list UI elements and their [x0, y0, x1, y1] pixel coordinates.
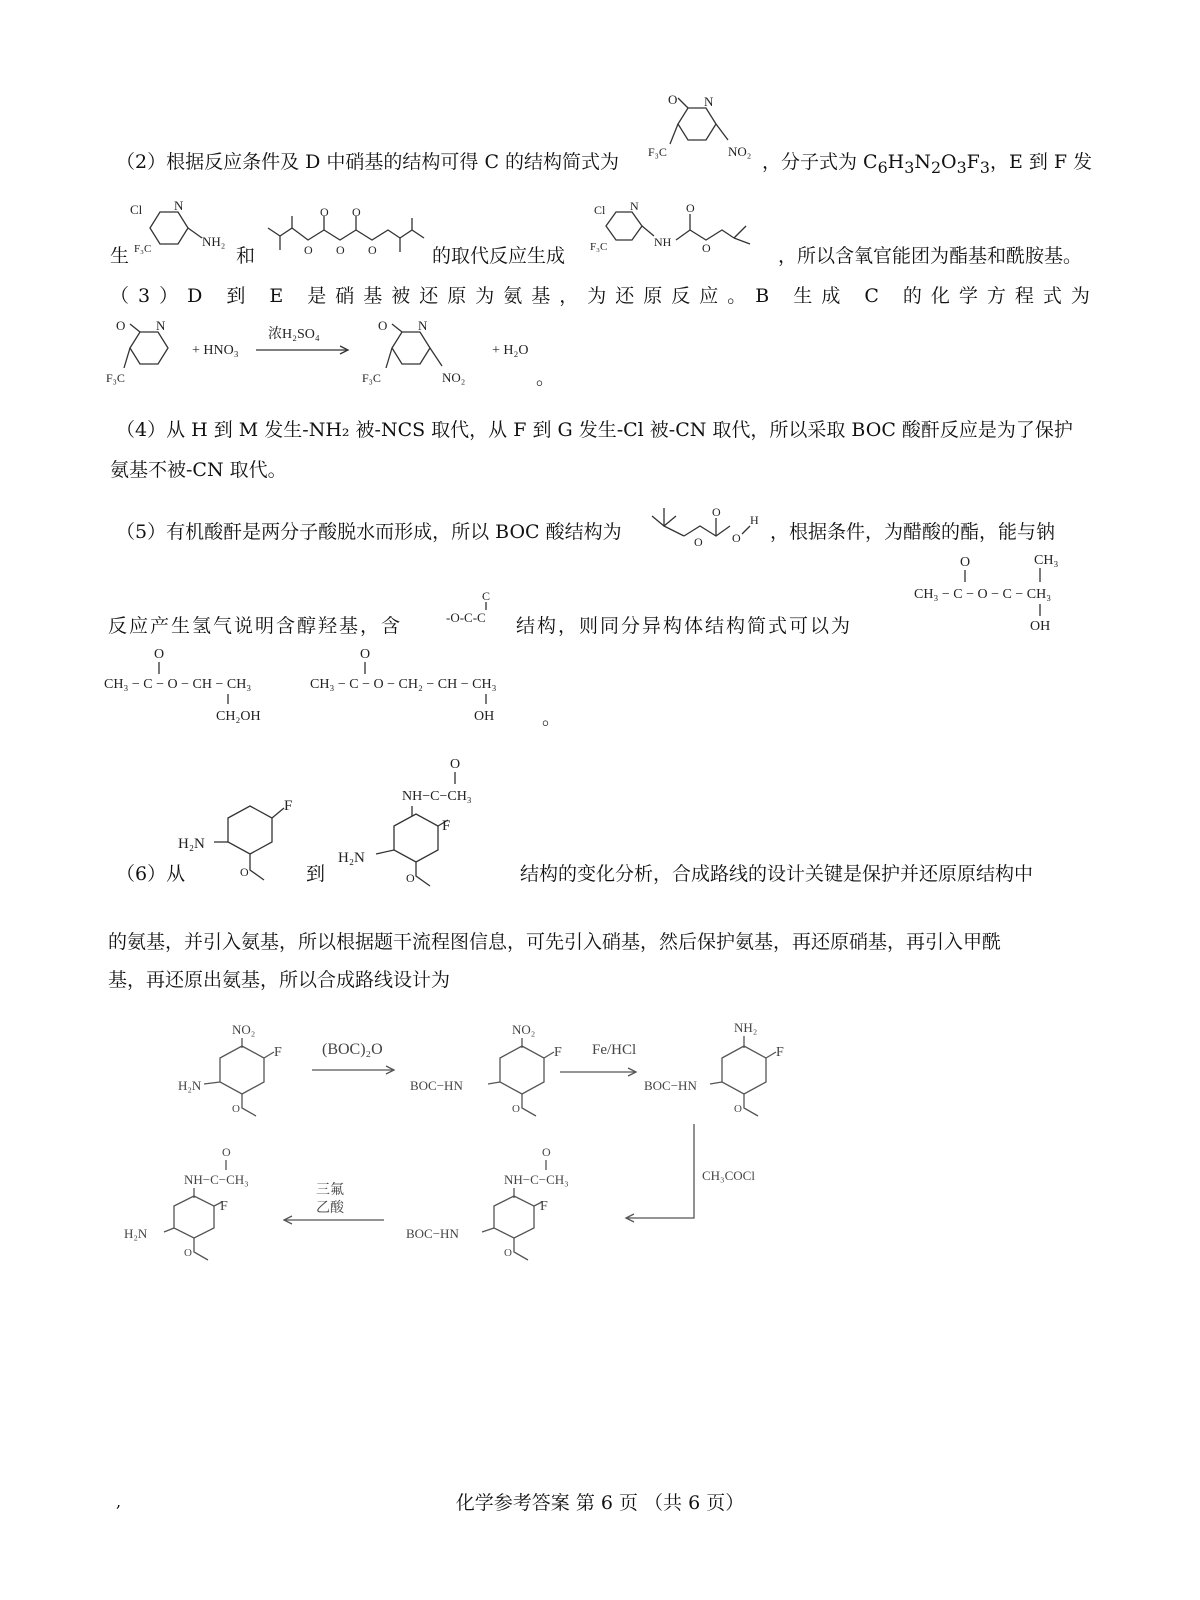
group-f3c: F₃C: [134, 243, 152, 255]
isomer-3: [310, 640, 560, 730]
atom-f: F: [540, 1199, 548, 1214]
compound-2: [410, 1022, 562, 1116]
atom-o: O: [406, 871, 415, 885]
atom-o: O: [960, 555, 971, 570]
condition-h2so4: 浓H₂SO₄: [268, 327, 320, 342]
group-h2n: H₂N: [124, 1226, 148, 1241]
group-boc-hn: BOC−HN: [644, 1078, 697, 1093]
isomer-2-chain: CH₃ − C − O − CH − CH₃: [104, 677, 252, 692]
atom-o: O: [686, 201, 695, 215]
structure-c-pyridinone: [648, 92, 768, 166]
p2-substitution: 的取代反应生成: [432, 245, 566, 267]
p5-line1-start: （5）有机酸酐是两分子酸脱水而形成，所以 BOC 酸结构为: [116, 521, 622, 543]
p2-line2-start: 生: [110, 245, 130, 267]
atom-cl: Cl: [594, 203, 606, 217]
footer-mark: ,: [116, 1492, 122, 1511]
p5-line2-end: 结构，则同分异构体结构简式可以为: [516, 615, 853, 637]
group-nh-c-ch3: NH−C−CH₃: [504, 1172, 569, 1187]
group-no2: NO₂: [442, 370, 466, 385]
p6-line3: 基，再还原出氨基，所以合成路线设计为: [108, 969, 451, 991]
atom-o: O: [320, 205, 329, 219]
reagent-hno3: + HNO₃: [192, 343, 239, 358]
reagent-tfa-line1: 三氟: [316, 1183, 344, 1198]
atom-n: N: [174, 198, 184, 213]
group-oh: OH: [1030, 619, 1051, 634]
isomer-1: [910, 546, 1100, 636]
group-f3c: F₃C: [590, 241, 608, 253]
p2-line2-end: ，所以含氧官能团为酯基和酰胺基。: [778, 245, 1083, 267]
atom-f: F: [220, 1199, 228, 1214]
reagent-boc2o: (BOC)₂O: [322, 1041, 383, 1058]
p3-end: 。: [536, 367, 556, 389]
page-footer: 化学参考答案 第 6 页 （共 6 页）: [455, 1492, 745, 1514]
atom-f: F: [776, 1045, 784, 1060]
group-h2n: H₂N: [178, 836, 205, 852]
fragment-text: -O-C-C: [446, 610, 486, 625]
atom-n: N: [704, 94, 714, 109]
group-no2: NO₂: [232, 1022, 256, 1037]
atom-o: O: [240, 865, 249, 879]
atom-n: N: [630, 199, 639, 213]
group-f3c: F₃C: [362, 371, 381, 385]
atom-n: N: [418, 318, 428, 333]
atom-o: O: [712, 505, 721, 519]
structure-start-aniline: [176, 796, 306, 896]
group-f3c: F₃C: [106, 371, 125, 385]
group-ch2oh: CH₂OH: [216, 709, 261, 724]
compound-5: [124, 1145, 249, 1260]
atom-c: C: [482, 589, 491, 603]
atom-o: O: [232, 1103, 240, 1115]
structure-boc-acid: [646, 504, 778, 548]
atom-f: F: [274, 1045, 282, 1060]
p6-line2: 的氨基，并引入氨基，所以根据题干流程图信息，可先引入硝基，然后保护氨基，再还原硝基，再引入甲酰: [108, 931, 1002, 953]
atom-o: O: [154, 647, 165, 662]
atom-o: O: [368, 243, 377, 257]
atom-f: F: [284, 798, 293, 814]
p3-line1: （3）D 到 E 是硝基被还原为氨基，为还原反应。B 生成 C 的化学方程式为: [110, 285, 1099, 307]
group-nh2: NH₂: [202, 234, 226, 249]
atom-f: F: [442, 818, 451, 834]
p5-end: 。: [542, 707, 562, 729]
group-no2: NO₂: [512, 1022, 536, 1037]
atom-o: O: [734, 1103, 742, 1115]
p5-line1-end: ，根据条件，为醋酸的酯，能与钠: [770, 521, 1056, 543]
group-no2: NO₂: [728, 144, 752, 159]
atom-n: N: [156, 318, 166, 333]
group-boc-hn: BOC−HN: [410, 1078, 463, 1093]
p2-and: 和: [236, 245, 256, 267]
atom-o: O: [702, 241, 711, 255]
atom-o: O: [352, 205, 361, 219]
group-nh2: NH₂: [734, 1020, 758, 1035]
atom-o: O: [732, 531, 741, 545]
group-oh: OH: [474, 709, 495, 724]
group-nh-c-ch3: NH−C−CH₃: [402, 789, 472, 804]
reagent-ch3cocl: CH₃COCl: [702, 1168, 755, 1183]
atom-o: O: [360, 647, 371, 662]
atom-o: O: [694, 535, 703, 549]
isomer-1-chain: CH₃ − C − O − C − CH₃: [914, 587, 1052, 602]
atom-f: F: [554, 1045, 562, 1060]
group-h2n: H₂N: [338, 850, 365, 866]
p4-line2: 氨基不被-CN 取代。: [110, 459, 287, 481]
structure-f-boc-amide: [590, 196, 770, 266]
reagent-tfa-line2: 乙酸: [316, 1201, 344, 1216]
product-h2o: + H₂O: [492, 343, 529, 358]
compound-3: [644, 1020, 784, 1116]
p6-to: 到: [306, 863, 326, 885]
atom-o: O: [542, 1145, 551, 1159]
group-nh: NH: [654, 235, 672, 249]
reagent-fe-hcl: Fe/HCl: [592, 1042, 637, 1058]
p4-line1: （4）从 H 到 M 发生-NH₂ 被-NCS 取代，从 F 到 G 发生-Cl 被-CN 取代，所以采取 BOC 酸酐反应是为了保护: [116, 419, 1073, 441]
structure-boc-anhydride: [258, 205, 430, 270]
atom-o: O: [512, 1103, 520, 1115]
group-boc-hn: BOC−HN: [406, 1226, 459, 1241]
isomer-2: [104, 640, 304, 730]
structure-amine-pyridine: [130, 196, 240, 266]
atom-o: O: [450, 757, 461, 772]
p5-line2-start: 反应产生氢气说明含醇羟基，含: [108, 615, 403, 637]
atom-o: O: [304, 243, 313, 257]
isomer-3-chain: CH₃ − C − O − CH₂ − CH − CH₃: [310, 677, 497, 692]
atom-o: O: [222, 1145, 231, 1159]
structure-target-acetamide: [336, 754, 536, 904]
atom-o: O: [184, 1247, 192, 1259]
fragment-o-c-c: [446, 588, 512, 630]
compound-4: [406, 1145, 569, 1260]
atom-h: H: [750, 513, 759, 527]
group-h2n: H₂N: [178, 1078, 202, 1093]
group-ch3: CH₃: [1034, 553, 1059, 568]
atom-o: O: [378, 318, 388, 333]
atom-o: O: [668, 92, 678, 107]
synthesis-route-scheme: [104, 1010, 804, 1290]
atom-o: O: [336, 243, 345, 257]
equation-b-to-c: [106, 320, 566, 390]
p2-line1-start: （2）根据反应条件及 D 中硝基的结构可得 C 的结构简式为: [116, 151, 620, 173]
p2-formula: ，分子式为 $C_6H_3N_2O_3F_3$，E 到 F 发: [762, 151, 1093, 177]
atom-cl: Cl: [130, 202, 143, 217]
compound-1: [178, 1022, 282, 1116]
p6-line1: 结构的变化分析，合成路线的设计关键是保护并还原原结构中: [520, 863, 1034, 885]
atom-o: O: [116, 318, 126, 333]
group-f3c: F₃C: [648, 145, 667, 159]
group-nh-c-ch3: NH−C−CH₃: [184, 1172, 249, 1187]
p6-from: （6）从: [116, 863, 186, 885]
atom-o: O: [504, 1247, 512, 1259]
